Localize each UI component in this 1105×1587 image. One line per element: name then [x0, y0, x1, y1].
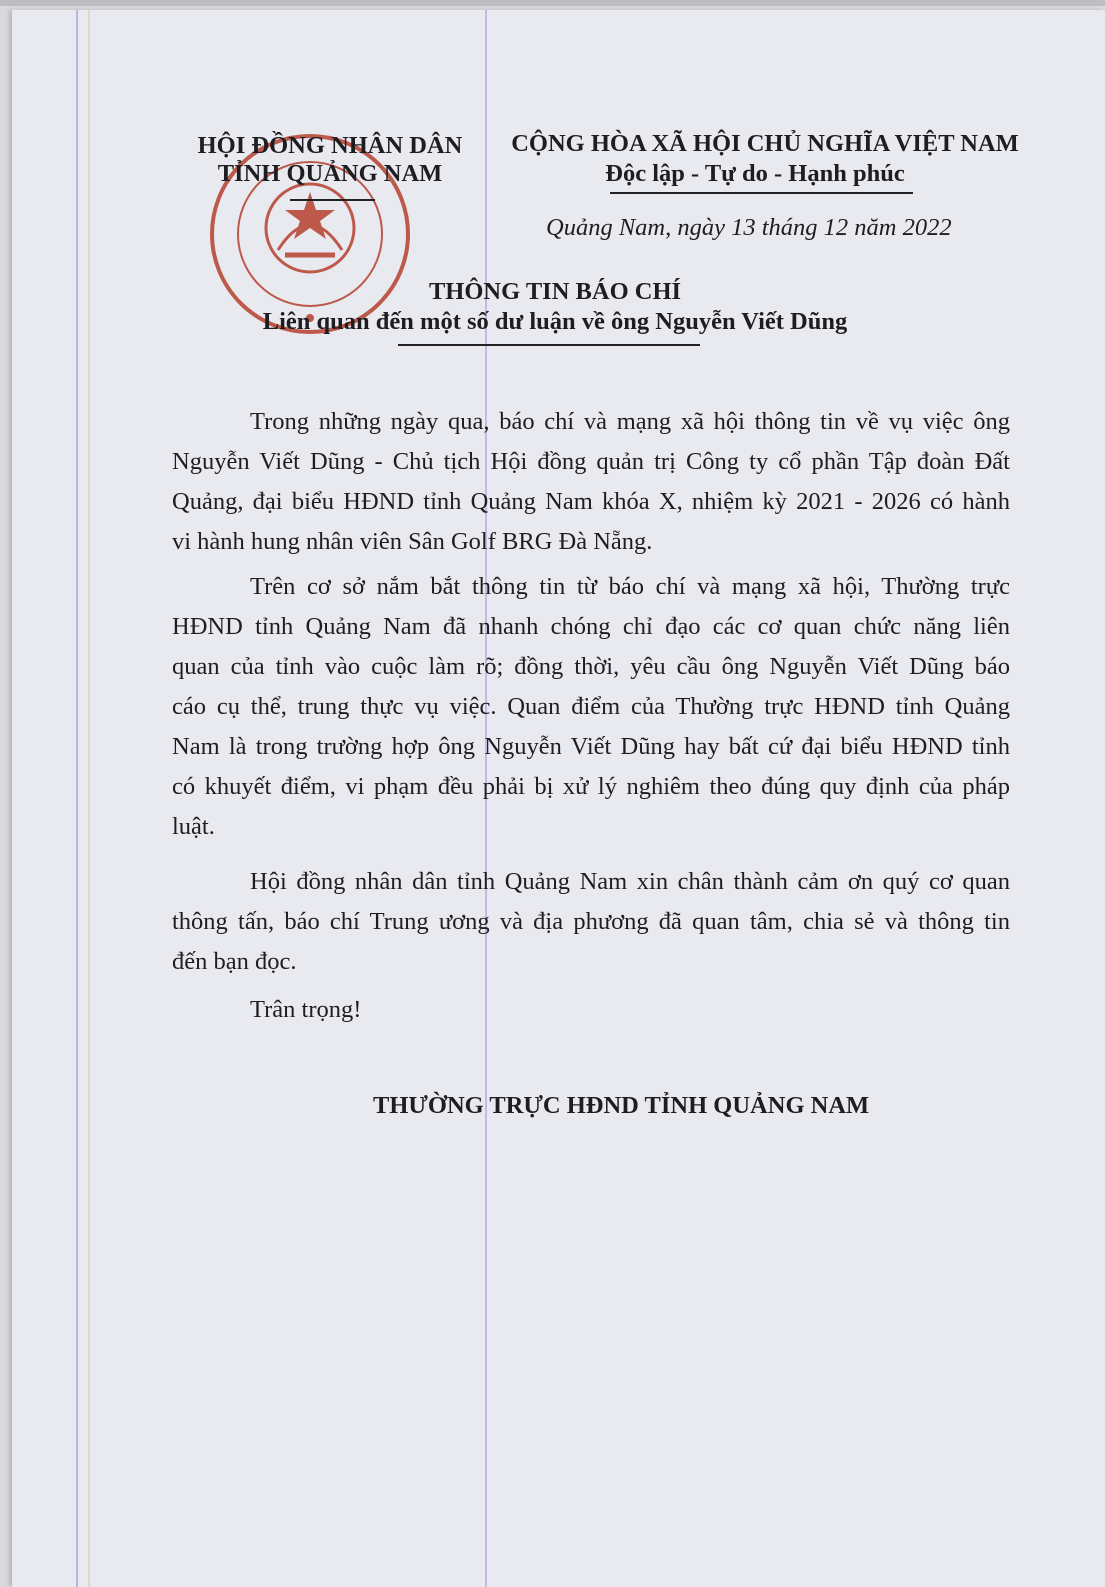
scan-top-edge — [0, 0, 1105, 6]
issuer-province: TỈNH QUẢNG NAM — [217, 160, 443, 187]
document-title: THÔNG TIN BÁO CHÍ — [428, 278, 682, 305]
scan-line — [76, 10, 78, 1587]
paragraph-line: đến bạn đọc. — [172, 948, 297, 975]
paragraph-line: Nam là trong trường hợp ông Nguyễn Viết Dũng hay bất cứ đại biểu HĐND tỉnh — [172, 733, 1010, 760]
paragraph-line: Nguyễn Viết Dũng - Chủ tịch Hội đồng quản trị Công ty cổ phần Tập đoàn Đất — [172, 448, 1010, 475]
paragraph-line: Quảng, đại biểu HĐND tỉnh Quảng Nam khóa X, nhiệm kỳ 2021 - 2026 có hành — [172, 488, 1010, 515]
document-subtitle: Liên quan đến một số dư luận về ông Nguyễn Viết Dũng — [262, 308, 848, 335]
closing: Trân trọng! — [250, 996, 362, 1023]
national-title: CỘNG HÒA XÃ HỘI CHỦ NGHĨA VIỆT NAM — [511, 130, 1019, 157]
issuer-name: HỘI ĐỒNG NHÂN DÂN — [197, 132, 463, 159]
paragraph-line: Trong những ngày qua, báo chí và mạng xã hội thông tin về vụ việc ông — [250, 408, 1010, 435]
paragraph-line: vi hành hung nhân viên Sân Golf BRG Đà Nẵng. — [172, 528, 653, 555]
scan-line — [88, 10, 90, 1587]
paragraph-line: thông tấn, báo chí Trung ương và địa phương đã quan tâm, chia sẻ và thông tin — [172, 908, 1010, 935]
paragraph-line: HĐND tỉnh Quảng Nam đã nhanh chóng chỉ đạo các cơ quan chức năng liên — [172, 613, 1010, 640]
paragraph-line: quan của tỉnh vào cuộc làm rõ; đồng thời, yêu cầu ông Nguyễn Viết Dũng báo — [172, 653, 1010, 680]
divider — [290, 199, 375, 201]
paragraph-line: luật. — [172, 813, 215, 840]
national-motto: Độc lập - Tự do - Hạnh phúc — [605, 160, 905, 187]
date-line: Quảng Nam, ngày 13 tháng 12 năm 2022 — [546, 214, 952, 241]
paragraph-line: cáo cụ thể, trung thực vụ việc. Quan điểm của Thường trực HĐND tỉnh Quảng — [172, 693, 1010, 720]
paragraph-line: Trên cơ sở nắm bắt thông tin từ báo chí và mạng xã hội, Thường trực — [250, 573, 1010, 600]
divider — [398, 344, 700, 346]
divider — [610, 192, 913, 194]
paragraph-line: Hội đồng nhân dân tỉnh Quảng Nam xin chân thành cảm ơn quý cơ quan — [250, 868, 1010, 895]
signature-title: THƯỜNG TRỰC HĐND TỈNH QUẢNG NAM — [373, 1092, 870, 1119]
paragraph-line: có khuyết điểm, vi phạm đều phải bị xử lý nghiêm theo đúng quy định của pháp — [172, 773, 1010, 800]
